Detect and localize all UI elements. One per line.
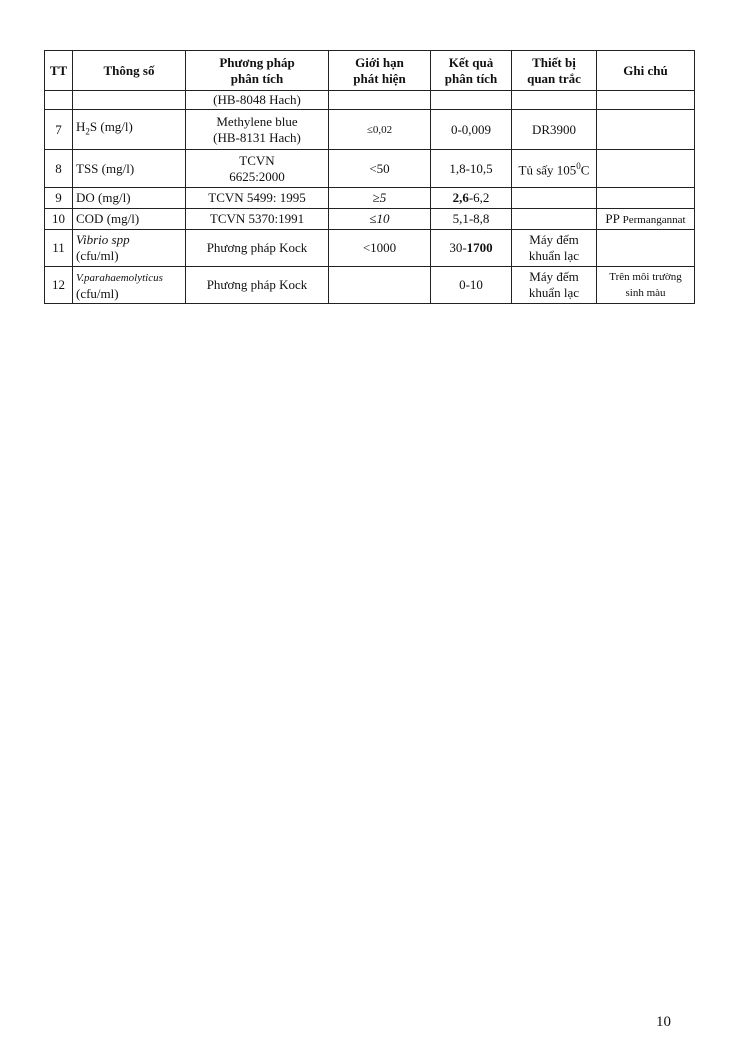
param-line1: Vibrio spp xyxy=(76,232,130,247)
cell-limit xyxy=(329,267,431,304)
device-superscript: 0 xyxy=(576,161,581,172)
header-method-line2: phân tích xyxy=(230,70,284,86)
cell-device xyxy=(512,209,597,230)
cell-result: 0-0,009 xyxy=(431,110,512,150)
cell-limit: <1000 xyxy=(329,230,431,267)
param-line1: V.parahaemolyticus xyxy=(76,271,163,284)
cell-method xyxy=(186,110,329,150)
cell-method: (HB-8048 Hach) xyxy=(186,91,329,110)
header-device xyxy=(512,51,597,91)
table-row xyxy=(45,110,695,150)
parameters-table xyxy=(44,50,695,304)
table-row xyxy=(45,209,695,230)
result-text: -6,2 xyxy=(468,190,490,205)
cell-method: TCVN 5499: 1995 xyxy=(186,188,329,209)
table-row xyxy=(45,150,695,188)
cell-empty xyxy=(73,91,186,110)
cell-param xyxy=(73,267,186,304)
cell-device: DR3900 xyxy=(512,110,597,150)
cell-param: TSS (mg/l) xyxy=(73,150,186,188)
header-method-line1: Phương pháp xyxy=(219,54,295,70)
page-number: 10 xyxy=(656,1014,671,1030)
header-limit xyxy=(329,51,431,91)
cell-limit: ≤10 xyxy=(329,209,431,230)
method-line1: Methylene blue xyxy=(216,113,298,129)
cell-empty xyxy=(431,91,512,110)
cell-result: 5,1-8,8 xyxy=(431,209,512,230)
param-subscript: 2 xyxy=(85,126,90,137)
header-result-line1: Kết quả xyxy=(448,54,494,70)
cell-param: COD (mg/l) xyxy=(73,209,186,230)
cell-empty xyxy=(512,91,597,110)
device-text: Tủ sấy 105 xyxy=(518,162,577,178)
table-row-continued xyxy=(45,91,695,110)
header-row xyxy=(45,51,695,91)
method-line2: 6625:2000 xyxy=(229,168,285,184)
cell-tt: 10 xyxy=(45,209,73,230)
cell-result xyxy=(431,230,512,267)
header-result xyxy=(431,51,512,91)
cell-method: Phương pháp Kock xyxy=(186,267,329,304)
cell-note xyxy=(597,209,695,230)
header-device-line1: Thiết bị xyxy=(532,54,576,70)
param-text: S (mg/l) xyxy=(89,119,133,135)
header-note: Ghi chú xyxy=(597,51,695,91)
method-line1: TCVN xyxy=(239,152,275,168)
result-bold: 2,6 xyxy=(452,190,469,205)
result-text: 30- xyxy=(449,240,467,255)
cell-limit: ≤0,02 xyxy=(329,110,431,150)
table-row xyxy=(45,230,695,267)
cell-device xyxy=(512,150,597,188)
cell-note xyxy=(597,188,695,209)
param-line2: (cfu/ml) xyxy=(76,285,119,301)
cell-method xyxy=(186,150,329,188)
header-param: Thông số xyxy=(73,51,186,91)
header-limit-line2: phát hiện xyxy=(353,70,406,86)
cell-result: 1,8-10,5 xyxy=(431,150,512,188)
cell-note xyxy=(597,110,695,150)
note-line2: sinh màu xyxy=(625,287,666,299)
cell-tt: 7 xyxy=(45,110,73,150)
device-line2: khuẩn lạc xyxy=(528,285,580,300)
method-line2: (HB-8131 Hach) xyxy=(213,129,301,145)
cell-result xyxy=(431,188,512,209)
cell-tt: 11 xyxy=(45,230,73,267)
note-text: PP xyxy=(605,210,620,226)
cell-tt: 9 xyxy=(45,188,73,209)
cell-empty xyxy=(329,91,431,110)
header-result-line2: phân tích xyxy=(444,70,498,86)
cell-empty xyxy=(45,91,73,110)
note-line1: Trên môi trường xyxy=(609,271,682,283)
cell-method: TCVN 5370:1991 xyxy=(186,209,329,230)
header-tt: TT xyxy=(45,51,73,91)
device-line1: Máy đếm xyxy=(529,232,579,247)
cell-tt: 8 xyxy=(45,150,73,188)
cell-tt: 12 xyxy=(45,267,73,304)
cell-method: Phương pháp Kock xyxy=(186,230,329,267)
cell-note xyxy=(597,267,695,304)
header-limit-line1: Giới hạn xyxy=(355,54,404,70)
cell-param xyxy=(73,110,186,150)
cell-note xyxy=(597,150,695,188)
note-text-small: Permangannat xyxy=(622,213,686,226)
cell-device xyxy=(512,267,597,304)
cell-limit: ≥5 xyxy=(329,188,431,209)
cell-device xyxy=(512,188,597,209)
device-line2: khuẩn lạc xyxy=(528,248,580,263)
header-method xyxy=(186,51,329,91)
cell-result: 0-10 xyxy=(431,267,512,304)
table-row xyxy=(45,188,695,209)
param-line2: (cfu/ml) xyxy=(76,248,119,263)
device-text: C xyxy=(580,162,590,178)
param-text: H xyxy=(76,119,86,135)
device-line1: Máy đếm xyxy=(529,269,579,284)
cell-device xyxy=(512,230,597,267)
cell-param xyxy=(73,230,186,267)
table-row xyxy=(45,267,695,304)
result-bold: 1700 xyxy=(466,240,493,255)
cell-limit: <50 xyxy=(329,150,431,188)
header-device-line2: quan trắc xyxy=(527,70,581,86)
cell-note xyxy=(597,230,695,267)
cell-empty xyxy=(597,91,695,110)
cell-param: DO (mg/l) xyxy=(73,188,186,209)
